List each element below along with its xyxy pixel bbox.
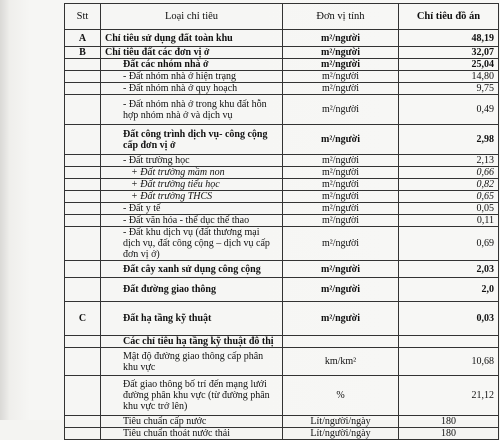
row-unit: km/km²: [283, 348, 399, 376]
table-row: [65, 95, 499, 125]
row-unit: m²/người: [283, 191, 399, 203]
table-row: [65, 203, 499, 215]
row-unit: m²/người: [283, 167, 399, 179]
row-unit: m²/người: [283, 155, 399, 167]
row-label: Chỉ tiêu đất các đơn vị ở: [101, 47, 283, 59]
table-row: [65, 59, 499, 71]
row-label: - Đất trường học: [101, 155, 283, 167]
row-value: 0,05: [399, 203, 499, 215]
row-unit: m²/người: [283, 302, 399, 336]
row-value: 2,03: [399, 261, 499, 278]
row-value: 2,98: [399, 125, 499, 155]
row-label: - Đất nhóm nhà ở quy hoạch: [101, 83, 283, 95]
row-number: [65, 376, 101, 416]
row-value: 14,80: [399, 71, 499, 83]
table-row: [65, 125, 499, 155]
row-unit: %: [283, 376, 399, 416]
row-label: Các chỉ tiêu hạ tầng kỹ thuật đô thị: [101, 336, 283, 348]
row-value: 25,04: [399, 59, 499, 71]
row-unit: m²/người: [283, 278, 399, 302]
page-edge-shadow: [0, 0, 10, 420]
row-label: Đất công trình dịch vụ- công cộng cấp đơn vị ở: [101, 125, 283, 155]
table-row: [65, 302, 499, 336]
row-value: 180: [399, 416, 499, 428]
row-unit: m²/người: [283, 95, 399, 125]
row-number: [65, 125, 101, 155]
row-label: + Đất trường THCS: [101, 191, 283, 203]
row-label: + Đất trường tiểu học: [101, 179, 283, 191]
criteria-table: [64, 3, 499, 440]
row-value: 0,49: [399, 95, 499, 125]
row-number: [65, 83, 101, 95]
table-row: [65, 227, 499, 261]
row-value: 2,0: [399, 278, 499, 302]
row-unit: m²/người: [283, 30, 399, 47]
table-header-row: [65, 4, 499, 30]
table-row: [65, 71, 499, 83]
table-row: [65, 155, 499, 167]
row-value: 10,68: [399, 348, 499, 376]
table-row: [65, 376, 499, 416]
row-label: Tiêu chuẩn thoát nước thải: [101, 428, 283, 440]
row-number: [65, 278, 101, 302]
row-value: 2,13: [399, 155, 499, 167]
table-row: [65, 83, 499, 95]
row-number: [65, 59, 101, 71]
table-row: [65, 167, 499, 179]
row-value: 0,66: [399, 167, 499, 179]
row-number: [65, 155, 101, 167]
row-unit: m²/người: [283, 47, 399, 59]
row-label: Tiêu chuẩn cấp nước: [101, 416, 283, 428]
row-number: [65, 227, 101, 261]
row-label: + Đất trường mầm non: [101, 167, 283, 179]
row-value: 32,07: [399, 47, 499, 59]
row-unit: m²/người: [283, 83, 399, 95]
row-label: Đất giao thông bố trí đến mạng lưới đường phân khu vực (từ đường phân khu vực trở lên): [101, 376, 283, 416]
row-number: [65, 203, 101, 215]
row-label: Mật độ đường giao thông cấp phân khu vực: [101, 348, 283, 376]
table-row: [65, 278, 499, 302]
row-label: Đất đường giao thông: [101, 278, 283, 302]
row-value: 0,69: [399, 227, 499, 261]
row-label: Đất cây xanh sử dụng công cộng: [101, 261, 283, 278]
table-row: [65, 215, 499, 227]
row-unit: m²/người: [283, 125, 399, 155]
table-row: [65, 191, 499, 203]
row-number: [65, 348, 101, 376]
row-number: B: [65, 47, 101, 59]
row-label: Đất các nhóm nhà ở: [101, 59, 283, 71]
row-value: 0,11: [399, 215, 499, 227]
row-number: C: [65, 302, 101, 336]
row-unit: m²/người: [283, 203, 399, 215]
table-row: [65, 30, 499, 47]
row-unit: m²/người: [283, 227, 399, 261]
row-value: 0,65: [399, 191, 499, 203]
row-unit: Lít/người/ngày: [283, 416, 399, 428]
row-label: - Đất nhóm nhà ở hiện trạng: [101, 71, 283, 83]
row-unit: m²/người: [283, 179, 399, 191]
row-value: 0,82: [399, 179, 499, 191]
header-target: Chỉ tiêu đồ án: [399, 4, 499, 30]
row-number: [65, 167, 101, 179]
row-number: [65, 416, 101, 428]
row-unit: m²/người: [283, 215, 399, 227]
row-value: 180: [399, 428, 499, 440]
row-value: 21,12: [399, 376, 499, 416]
row-value: 0,03: [399, 302, 499, 336]
row-unit: Lít/người/ngày: [283, 428, 399, 440]
row-label: - Đất văn hóa - thể dục thể thao: [101, 215, 283, 227]
table-row: [65, 348, 499, 376]
table-row: [65, 428, 499, 440]
row-number: [65, 95, 101, 125]
row-number: [65, 428, 101, 440]
row-value: 48,19: [399, 30, 499, 47]
table-row: [65, 47, 499, 59]
row-number: [65, 215, 101, 227]
header-criteria-type: Loại chỉ tiêu: [101, 4, 283, 30]
row-number: [65, 261, 101, 278]
row-value: [399, 336, 499, 348]
row-value: 9,75: [399, 83, 499, 95]
row-unit: [283, 336, 399, 348]
row-number: [65, 71, 101, 83]
table-row: [65, 416, 499, 428]
row-number: [65, 336, 101, 348]
row-label: - Đất nhóm nhà ở trong khu đất hỗn hợp nhóm nhà ở và dịch vụ: [101, 95, 283, 125]
row-unit: m²/người: [283, 261, 399, 278]
row-unit: m²/người: [283, 59, 399, 71]
row-unit: m²/người: [283, 71, 399, 83]
row-label: Đất hạ tầng kỹ thuật: [101, 302, 283, 336]
header-stt: Stt: [65, 4, 101, 30]
table-row: [65, 261, 499, 278]
row-label: Chỉ tiêu sử dụng đất toàn khu: [101, 30, 283, 47]
row-label: - Đất khu dịch vụ (đất thương mại dịch vụ, đất công cộng – dịch vụ cấp đơn vị ở): [101, 227, 283, 261]
row-number: [65, 191, 101, 203]
row-number: A: [65, 30, 101, 47]
row-number: [65, 179, 101, 191]
row-label: - Đất y tế: [101, 203, 283, 215]
table-row: [65, 336, 499, 348]
table-row: [65, 179, 499, 191]
header-unit: Đơn vị tính: [283, 4, 399, 30]
